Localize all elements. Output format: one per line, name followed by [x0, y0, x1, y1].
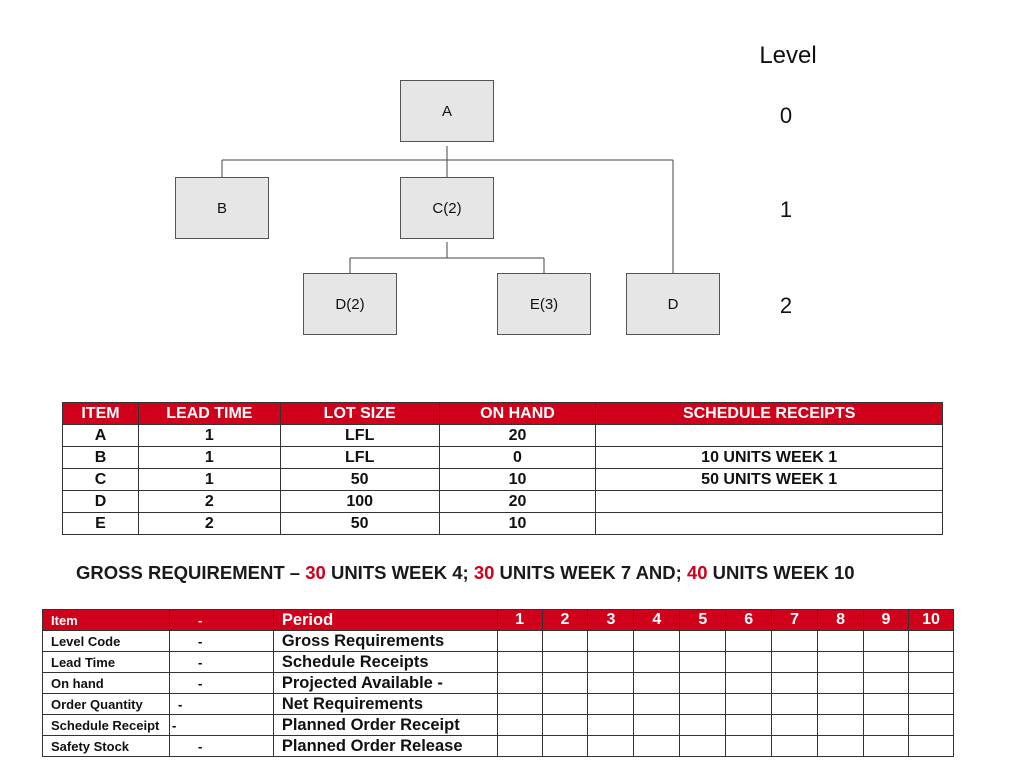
mrp-cell[interactable] — [864, 736, 909, 757]
mrp-cell[interactable] — [588, 736, 634, 757]
cell-on-hand: 10 — [439, 513, 596, 535]
gross-qty-week-10: 40 — [686, 562, 708, 583]
mrp-cell[interactable] — [634, 652, 680, 673]
mrp-cell[interactable] — [497, 736, 542, 757]
mrp-cell[interactable] — [542, 694, 588, 715]
mrp-cell[interactable] — [818, 652, 864, 673]
cell-schedule-receipts: 50 UNITS WEEK 1 — [596, 469, 943, 491]
gross-qty-week-7: 30 — [473, 562, 495, 583]
mrp-cell[interactable] — [818, 715, 864, 736]
mrp-cell[interactable] — [864, 694, 909, 715]
mrp-cell[interactable] — [542, 631, 588, 652]
tree-node-c: C(2) — [400, 177, 494, 239]
mrp-cell[interactable] — [818, 694, 864, 715]
mrp-label-safety-stock: Safety Stock — [43, 736, 170, 757]
mrp-cell[interactable] — [497, 673, 542, 694]
col-header-lead-time: LEAD TIME — [138, 403, 280, 425]
gross-requirement-text — [76, 562, 855, 584]
mrp-cell[interactable] — [588, 631, 634, 652]
cell-schedule-receipts — [596, 425, 943, 447]
mrp-cell[interactable] — [864, 715, 909, 736]
items-table — [62, 402, 943, 535]
mrp-cell[interactable] — [772, 631, 818, 652]
mrp-cell[interactable] — [497, 694, 542, 715]
mrp-cell[interactable] — [588, 673, 634, 694]
cell-on-hand: 20 — [439, 491, 596, 513]
mrp-cell[interactable] — [772, 694, 818, 715]
mrp-label-level-code: Level Code — [43, 631, 170, 652]
cell-lead-time: 1 — [138, 447, 280, 469]
mrp-cell[interactable] — [588, 694, 634, 715]
table-row — [43, 736, 954, 757]
mrp-value-schedule-receipt: - — [169, 715, 273, 736]
row-label-projected-available: Projected Available - — [273, 673, 497, 694]
mrp-cell[interactable] — [908, 715, 953, 736]
mrp-cell[interactable] — [680, 715, 726, 736]
mrp-cell[interactable] — [634, 715, 680, 736]
cell-schedule-receipts — [596, 491, 943, 513]
tree-node-d: D — [626, 273, 720, 335]
cell-item: D — [63, 491, 139, 513]
mrp-cell[interactable] — [772, 652, 818, 673]
mrp-cell[interactable] — [634, 736, 680, 757]
col-header-lot-size: LOT SIZE — [280, 403, 439, 425]
period-5: 5 — [680, 610, 726, 631]
cell-lot-size: 50 — [280, 469, 439, 491]
mrp-cell[interactable] — [818, 736, 864, 757]
mrp-cell[interactable] — [497, 715, 542, 736]
period-10: 10 — [908, 610, 953, 631]
mrp-cell[interactable] — [588, 652, 634, 673]
mrp-cell[interactable] — [680, 673, 726, 694]
cell-lot-size: LFL — [280, 447, 439, 469]
mrp-cell[interactable] — [818, 631, 864, 652]
table-row — [63, 491, 943, 513]
mrp-value-lead-time: - — [169, 652, 273, 673]
mrp-label-order-quantity: Order Quantity — [43, 694, 170, 715]
cell-lead-time: 1 — [138, 425, 280, 447]
mrp-cell[interactable] — [818, 673, 864, 694]
mrp-cell[interactable] — [497, 652, 542, 673]
col-header-item: ITEM — [63, 403, 139, 425]
period-3: 3 — [588, 610, 634, 631]
mrp-cell[interactable] — [634, 631, 680, 652]
mrp-cell[interactable] — [908, 652, 953, 673]
cell-lead-time: 2 — [138, 491, 280, 513]
mrp-value-safety-stock: - — [169, 736, 273, 757]
period-1: 1 — [497, 610, 542, 631]
mrp-label-schedule-receipt: Schedule Receipt — [43, 715, 170, 736]
mrp-cell[interactable] — [634, 673, 680, 694]
tree-node-d-under-c: D(2) — [303, 273, 397, 335]
gross-mid-1: UNITS WEEK 4; — [325, 562, 474, 583]
table-row — [63, 447, 943, 469]
mrp-cell[interactable] — [680, 631, 726, 652]
mrp-cell[interactable] — [680, 694, 726, 715]
table-row — [63, 513, 943, 535]
mrp-cell[interactable] — [726, 715, 772, 736]
period-6: 6 — [726, 610, 772, 631]
mrp-header-row — [43, 610, 954, 631]
mrp-cell[interactable] — [772, 673, 818, 694]
mrp-cell[interactable] — [726, 631, 772, 652]
level-0: 0 — [779, 103, 793, 128]
cell-lead-time: 2 — [138, 513, 280, 535]
table-row — [43, 715, 954, 736]
mrp-label-item: Item — [43, 610, 170, 631]
mrp-cell[interactable] — [908, 631, 953, 652]
cell-item: A — [63, 425, 139, 447]
mrp-cell[interactable] — [588, 715, 634, 736]
mrp-value-on-hand: - — [169, 673, 273, 694]
period-7: 7 — [772, 610, 818, 631]
period-2: 2 — [542, 610, 588, 631]
table-row — [43, 652, 954, 673]
mrp-cell[interactable] — [772, 715, 818, 736]
items-table-header — [63, 403, 943, 425]
gross-mid-2: UNITS WEEK 7 AND; — [494, 562, 687, 583]
mrp-cell[interactable] — [908, 673, 953, 694]
col-header-on-hand: ON HAND — [439, 403, 596, 425]
mrp-cell[interactable] — [908, 694, 953, 715]
mrp-cell[interactable] — [680, 652, 726, 673]
mrp-cell[interactable] — [634, 694, 680, 715]
table-row — [63, 425, 943, 447]
mrp-cell[interactable] — [726, 652, 772, 673]
col-header-schedule-receipts: SCHEDULE RECEIPTS — [596, 403, 943, 425]
mrp-cell[interactable] — [726, 694, 772, 715]
table-row — [43, 694, 954, 715]
mrp-table — [42, 609, 954, 757]
level-2: 2 — [779, 293, 793, 318]
tree-node-a: A — [400, 80, 494, 142]
mrp-cell[interactable] — [542, 673, 588, 694]
cell-lot-size: 100 — [280, 491, 439, 513]
mrp-cell[interactable] — [542, 736, 588, 757]
gross-suffix: UNITS WEEK 10 — [707, 562, 855, 583]
row-label-planned-order-receipt: Planned Order Receipt — [273, 715, 497, 736]
gross-qty-week-4: 30 — [305, 562, 326, 583]
mrp-cell[interactable] — [864, 673, 909, 694]
mrp-cell[interactable] — [864, 631, 909, 652]
mrp-value-order-quantity: - — [169, 694, 273, 715]
mrp-period-header: Period — [273, 610, 497, 631]
table-row — [63, 469, 943, 491]
tree-node-e: E(3) — [497, 273, 591, 335]
cell-item: B — [63, 447, 139, 469]
period-9: 9 — [864, 610, 909, 631]
cell-lot-size: LFL — [280, 425, 439, 447]
mrp-cell[interactable] — [497, 631, 542, 652]
level-heading: Level — [759, 42, 817, 69]
row-label-gross-requirements: Gross Requirements — [273, 631, 497, 652]
cell-on-hand: 0 — [439, 447, 596, 469]
cell-schedule-receipts — [596, 513, 943, 535]
level-1: 1 — [779, 197, 793, 222]
cell-lot-size: 50 — [280, 513, 439, 535]
row-label-planned-order-release: Planned Order Release — [273, 736, 497, 757]
row-label-net-requirements: Net Requirements — [273, 694, 497, 715]
mrp-cell[interactable] — [772, 736, 818, 757]
mrp-cell[interactable] — [542, 652, 588, 673]
period-8: 8 — [818, 610, 864, 631]
table-row — [43, 631, 954, 652]
mrp-cell[interactable] — [908, 736, 953, 757]
mrp-label-on-hand: On hand — [43, 673, 170, 694]
cell-on-hand: 20 — [439, 425, 596, 447]
tree-node-b: B — [175, 177, 269, 239]
mrp-cell[interactable] — [864, 652, 909, 673]
cell-item: C — [63, 469, 139, 491]
mrp-label-lead-time: Lead Time — [43, 652, 170, 673]
mrp-value-item: - — [169, 610, 273, 631]
row-label-schedule-receipts: Schedule Receipts — [273, 652, 497, 673]
cell-on-hand: 10 — [439, 469, 596, 491]
cell-schedule-receipts: 10 UNITS WEEK 1 — [596, 447, 943, 469]
mrp-value-level-code: - — [169, 631, 273, 652]
cell-item: E — [63, 513, 139, 535]
mrp-cell[interactable] — [680, 736, 726, 757]
gross-prefix: GROSS REQUIREMENT – — [76, 562, 306, 583]
table-row — [43, 673, 954, 694]
mrp-cell[interactable] — [542, 715, 588, 736]
cell-lead-time: 1 — [138, 469, 280, 491]
period-4: 4 — [634, 610, 680, 631]
mrp-cell[interactable] — [726, 736, 772, 757]
mrp-cell[interactable] — [726, 673, 772, 694]
